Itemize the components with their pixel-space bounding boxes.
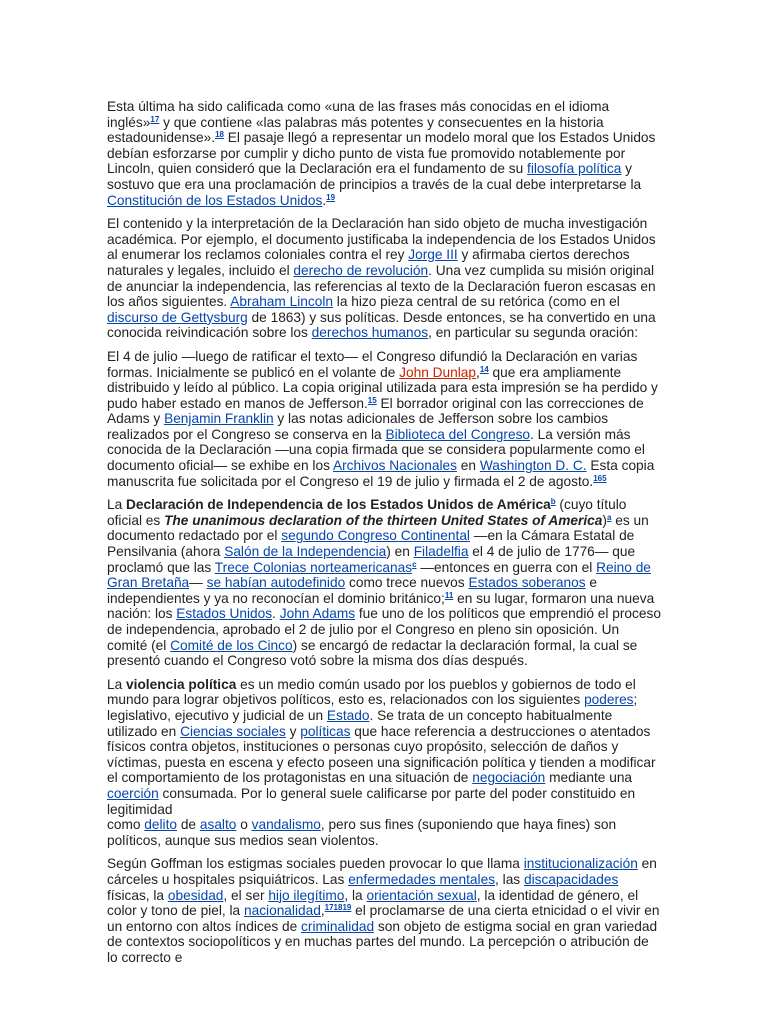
article-link[interactable]: Abraham Lincoln: [230, 294, 333, 310]
article-link[interactable]: Ciencias sociales: [180, 723, 286, 739]
paragraph-text: —entonces en guerra con el: [416, 559, 597, 575]
footnote-ref[interactable]: [325, 903, 352, 912]
paragraph-text: El 4 de julio —luego de ratificar el texto— el Congreso difundió la Declaración en varias formas. Inicialmente se publicó en el volante de: [107, 348, 638, 380]
article-paragraph: [107, 216, 663, 341]
paragraph-text: de 1863) y sus políticas. Desde entonces, se ha convertido en una conocida reivindicación sobre los: [107, 309, 656, 341]
paragraph-text: en: [457, 458, 480, 474]
footnote-link[interactable]: c: [412, 559, 417, 569]
paragraph-text: y que contiene «las palabras más potentes y consecuentes en la historia estadounidense».: [107, 114, 604, 146]
article-link[interactable]: filosofía política: [527, 161, 622, 177]
paragraph-text: como: [107, 817, 145, 833]
footnote-ref[interactable]: [150, 115, 159, 124]
paragraph-text: y: [285, 723, 301, 739]
article-link[interactable]: Jorge III: [408, 247, 458, 263]
missing-article-link[interactable]: John Dunlap: [399, 364, 477, 380]
bold-term: Declaración de Independencia de los Estados Unidos de América: [126, 497, 551, 513]
paragraph-text: ; legislativo, ejecutivo y judicial de un: [107, 692, 638, 723]
article-paragraph: [107, 99, 663, 208]
paragraph-text: mediante una: [545, 770, 633, 786]
article-link[interactable]: Estados soberanos: [468, 575, 586, 591]
article-link[interactable]: Biblioteca del Congreso: [385, 426, 531, 442]
paragraph-text: como trece nuevos: [345, 575, 469, 591]
footnote-link[interactable]: b: [550, 497, 556, 507]
article-link[interactable]: Constitución de los Estados Unidos: [107, 192, 323, 208]
paragraph-text: Esta copia manuscrita fue solicitada por el Congreso el 19 de julio y firmada el 2 de agosto.: [107, 458, 655, 489]
article-link[interactable]: obesidad: [167, 887, 224, 903]
article-link[interactable]: delito: [144, 817, 178, 833]
article-link[interactable]: orientación sexual: [366, 887, 477, 903]
article-link[interactable]: John Adams: [279, 606, 356, 622]
paragraph-text: ) en: [386, 544, 414, 560]
paragraph-text: —: [189, 575, 207, 591]
paragraph-text: (cuyo título oficial es: [107, 497, 627, 528]
article-link[interactable]: poderes: [584, 692, 634, 708]
footnote-link[interactable]: 165: [593, 473, 607, 483]
paragraph-text: en cárceles u hospitales psiquiátricos. Las: [107, 856, 657, 887]
paragraph-text: o: [236, 817, 252, 833]
paragraph-text: , la identidad de género, el color y tono de piel, la: [107, 887, 639, 919]
article-paragraph: [107, 349, 663, 489]
paragraph-text: Esta última ha sido calificada como «una de las frases más conocidas en el idioma inglés»: [107, 99, 610, 130]
footnote-ref[interactable]: [593, 474, 606, 483]
article-paragraph: [107, 856, 663, 965]
paragraph-text: y sostuvo que era una proclamación de principios a través de la cual debe interpretarse la: [107, 161, 642, 192]
document-body: [107, 99, 663, 973]
paragraph-text: que era ampliamente distribuido y leído al público. La copia original utilizada para esta impresión se ha perdido y pudo haber estado en manos de Jefferson.: [107, 364, 658, 411]
footnote-link[interactable]: a: [606, 512, 612, 522]
paragraph-text: y las notas adicionales de Jefferson sobre los cambios realizados por el Congreso se conserva en la: [107, 411, 609, 442]
paragraph-text: ,: [320, 903, 325, 919]
paragraph-text: de: [177, 817, 200, 833]
article-link[interactable]: Benjamin Franklin: [164, 411, 274, 427]
article-link[interactable]: derechos humanos: [311, 325, 429, 341]
paragraph-text: en su lugar, formaron una nueva nación: los: [107, 590, 655, 622]
footnote-link[interactable]: 171819: [324, 903, 352, 913]
article-link[interactable]: Reino de Gran Bretaña: [107, 559, 651, 591]
paragraph-text: ): [602, 512, 607, 528]
article-link[interactable]: Estados Unidos: [176, 606, 273, 622]
paragraph-text: .: [272, 606, 280, 622]
paragraph-text: consumada. Por lo general suele calificarse por parte del poder constituido en legitimidad: [107, 785, 636, 817]
paragraph-text: , en particular su segunda oración:: [428, 325, 639, 341]
paragraph-text: , el ser: [223, 887, 269, 903]
paragraph-text: y afirmaba ciertos derechos naturales y legales, incluido el: [107, 247, 630, 278]
paragraph-text: fue uno de los políticos que emprendió el proceso de independencia, aprobado el 2 de julio por el Congreso en pleno sin oposición. Un comité (el: [107, 606, 661, 653]
article-paragraph: [107, 497, 663, 669]
paragraph-text: —en la Cámara Estatal de Pensilvania (ahora: [107, 528, 635, 560]
article-paragraph: [107, 677, 663, 849]
paragraph-text: . Se trata de un concepto habitualmente utilizado en: [107, 707, 613, 739]
article-link[interactable]: Archivos Nacionales: [332, 458, 457, 474]
footnote-link[interactable]: 19: [326, 192, 336, 202]
article-link[interactable]: se habían autodefinido: [206, 575, 346, 591]
paragraph-text: Según Goffman los estigmas sociales pueden provocar lo que llama: [107, 856, 524, 872]
article-link[interactable]: coerción: [107, 785, 159, 801]
paragraph-text: . La versión más conocida de la Declaración —una copia firmada que se considera popularmente como el documento oficial— se exhibe en los: [107, 426, 645, 474]
paragraph-text: .: [322, 192, 327, 208]
paragraph-text: que hace referencia a destrucciones o atentados físicos contra objetos, instituciones o personas cuyo propósito, selección de daños y víctimas, puesta en escena y efecto poseen una significación política y tienden a modificar el comportamiento de los protagonistas en una situación de: [107, 723, 656, 786]
paragraph-text: ,: [476, 364, 480, 380]
official-title: The unanimous declaration of the thirteen United States of America: [164, 512, 603, 528]
article-link[interactable]: políticas: [300, 723, 351, 739]
paragraph-text: El contenido y la interpretación de la Declaración han sido objeto de mucha investigación académica. Por ejemplo, el documento justificaba la independencia de los Estados Unidos al enumerar los reclamos coloniales contra el rey: [107, 216, 656, 263]
paragraph-text: . Una vez cumplida su misión original de anunciar la independencia, las referencias al texto de la Declaración fueron escasas en los años siguientes.: [107, 262, 656, 310]
article-link[interactable]: negociación: [472, 770, 546, 786]
paragraph-text: es un documento redactado por el: [107, 512, 649, 544]
paragraph-text: físicas, la: [107, 887, 168, 903]
paragraph-text: la hizo pieza central de su retórica (como en el: [333, 294, 620, 310]
paragraph-text: La: [107, 497, 127, 513]
article-link[interactable]: Salón de la Independencia: [224, 544, 387, 560]
article-link[interactable]: Filadelfia: [413, 544, 469, 560]
paragraph-text: El pasaje llegó a representar un modelo moral que los Estados Unidos debían esforzarse por cumplir y dicho punto de vista fue promovido notablemente por Lincoln, quien consideró que la Declaración era el fundamento de su: [107, 130, 656, 177]
article-link[interactable]: institucionalización: [523, 856, 638, 872]
footnote-ref[interactable]: [215, 130, 224, 139]
footnote-link[interactable]: 18: [215, 130, 224, 140]
paragraph-text: , las: [495, 871, 524, 887]
article-link[interactable]: criminalidad: [301, 918, 375, 934]
article-link[interactable]: Comité de los Cinco: [170, 637, 293, 653]
paragraph-text: El borrador original con las correcciones de Adams y: [107, 395, 644, 427]
footnote-ref[interactable]: [368, 396, 377, 405]
footnote-link[interactable]: 15: [367, 395, 377, 405]
paragraph-text: el 4 de julio de 1776— que proclamó que las: [107, 544, 636, 575]
footnote-link[interactable]: 17: [150, 114, 160, 124]
footnote-link[interactable]: 11: [444, 590, 454, 600]
article-link[interactable]: Washington D. C.: [479, 458, 587, 474]
paragraph-text: ) se encargó de redactar la declaración formal, la cual se presentó cuando el Congreso votó sobre la misma dos días después.: [107, 637, 638, 669]
paragraph-text: , la: [344, 887, 367, 903]
paragraph-text: es un medio común usado por los pueblos y gobiernos de todo el mundo para lograr objetivos políticos, esto es, relacionados con los siguientes: [107, 676, 636, 708]
article-link[interactable]: derecho de revolución: [293, 262, 429, 278]
footnote-ref[interactable]: [480, 365, 489, 374]
paragraph-text: el proclamarse de una cierta etnicidad o el vivir en un entorno con altos índices de: [107, 903, 660, 934]
footnote-link[interactable]: 14: [479, 364, 489, 374]
article-link[interactable]: Trece Colonias norteamericanas: [214, 559, 413, 575]
article-link[interactable]: vandalismo: [251, 817, 321, 833]
article-link[interactable]: enfermedades mentales: [348, 871, 496, 887]
article-link[interactable]: asalto: [199, 817, 237, 833]
paragraph-text: e independientes y ya no reconocían el dominio británico;: [107, 575, 598, 606]
paragraph-text: son objeto de estigma social en gran variedad de contextos sociopolíticos y en muchas partes del mundo. La percepción o atribución de lo correcto e: [107, 918, 658, 965]
paragraph-text: , pero sus fines (suponiendo que haya fines) son políticos, aunque sus medios sean violentos.: [107, 817, 617, 848]
article-link[interactable]: discurso de Gettysburg: [107, 309, 248, 325]
paragraph-text: La: [107, 676, 127, 692]
footnote-ref[interactable]: [326, 193, 335, 202]
article-link[interactable]: hijo ilegítimo: [268, 887, 345, 903]
article-link[interactable]: Estado: [326, 707, 370, 723]
article-link[interactable]: segundo Congreso Continental: [281, 528, 470, 544]
article-link[interactable]: nacionalidad: [243, 903, 321, 919]
bold-term: violencia política: [126, 676, 237, 692]
article-link[interactable]: discapacidades: [523, 871, 619, 887]
